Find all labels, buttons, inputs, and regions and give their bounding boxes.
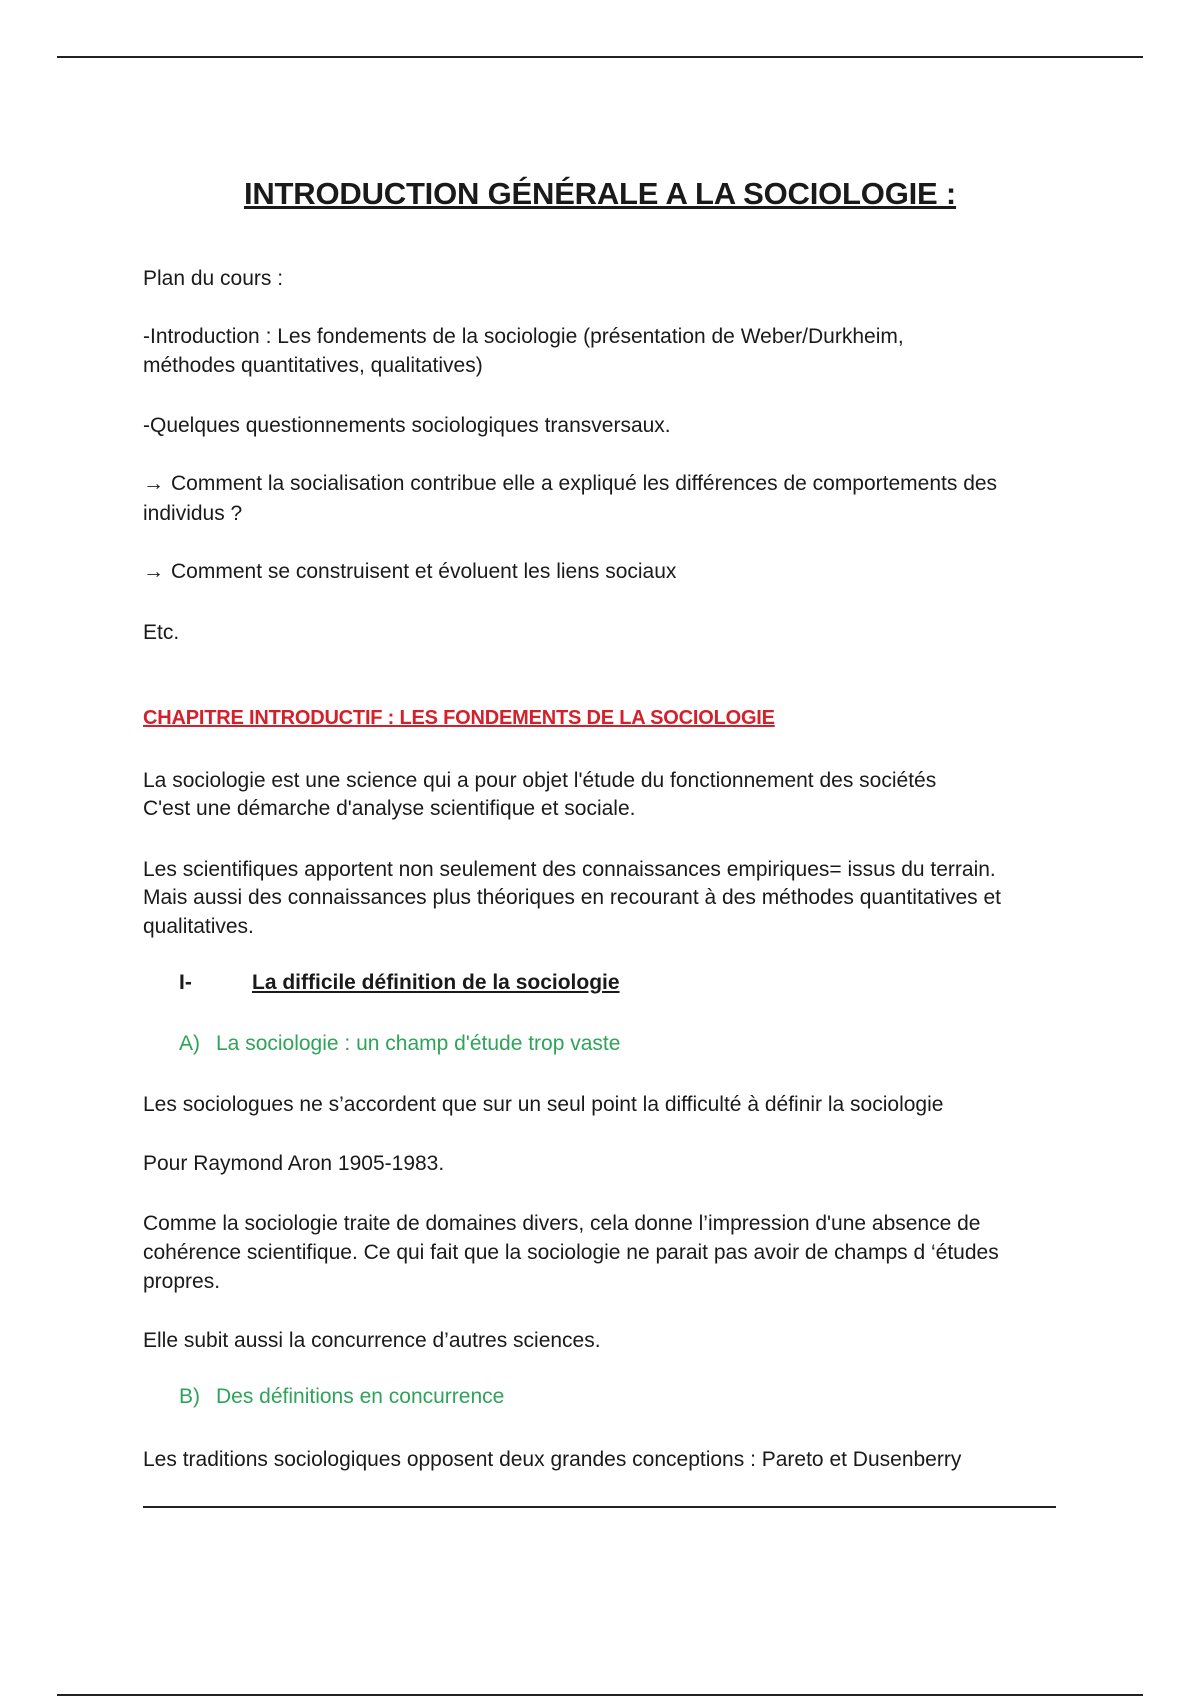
page-title: INTRODUCTION GÉNÉRALE A LA SOCIOLOGIE : [243,176,957,211]
body-b-p1: Les traditions sociologiques opposent deux grandes conceptions : Pareto et Dusenberry [143,1448,962,1471]
plan-intro-line1: -Introduction : Les fondements de la sociologie (présentation de Weber/Durkheim, [143,325,904,348]
body-a-p3-line3: propres. [143,1270,221,1293]
arrow-right-icon: → [143,472,164,495]
subsection-a-title: La sociologie : un champ d'étude trop vaste [216,1032,621,1055]
body-a-p4: Elle subit aussi la concurrence d’autres sciences. [143,1329,601,1352]
subsection-b-title: Des définitions en concurrence [216,1385,505,1408]
plan-question-1-text: Comment la socialisation contribue elle a expliqué les différences de comportements des [171,472,998,495]
section-1-number: I- [179,971,192,994]
scientists-line2: Mais aussi des connaissances plus théoriques en recourant à des méthodes quantitatives et [143,886,1002,909]
plan-label: Plan du cours : [143,267,284,290]
body-a-p3-line2: cohérence scientifique. Ce qui fait que la sociologie ne parait pas avoir de champs d ‘études [143,1241,999,1264]
subsection-a-label: A) [179,1032,200,1055]
plan-question-2-text: Comment se construisent et évoluent les liens sociaux [171,560,677,583]
top-rule [57,56,1143,58]
section-1-title: La difficile définition de la sociologie [252,971,620,994]
plan-question-2 [143,557,676,586]
subsection-b-label: B) [179,1385,200,1408]
definition-line1: La sociologie est une science qui a pour objet l'étude du fonctionnement des sociétés [143,769,937,792]
body-a-p3-line1: Comme la sociologie traite de domaines divers, cela donne l’impression d'une absence de [143,1212,981,1235]
arrow-right-icon: → [143,560,164,583]
scientists-line3: qualitatives. [143,915,254,938]
plan-transversal: -Quelques questionnements sociologiques transversaux. [143,414,671,437]
bottom-rule [57,1694,1143,1696]
plan-intro-line2: méthodes quantitatives, qualitatives) [143,354,483,377]
plan-question-1-line1 [143,469,997,498]
plan-etc: Etc. [143,621,180,644]
chapter-title: CHAPITRE INTRODUCTIF : LES FONDEMENTS DE LA SOCIOLOGIE [143,707,775,729]
scientists-line1: Les scientifiques apportent non seulement des connaissances empiriques= issus du terrain. [143,858,996,881]
body-a-p1: Les sociologues ne s’accordent que sur un seul point la difficulté à définir la sociologie [143,1093,944,1116]
body-a-p2: Pour Raymond Aron 1905-1983. [143,1152,445,1175]
section-end-rule [143,1506,1056,1508]
plan-question-1-line2: individus ? [143,502,243,525]
definition-line2: C'est une démarche d'analyse scientifique et sociale. [143,797,636,820]
